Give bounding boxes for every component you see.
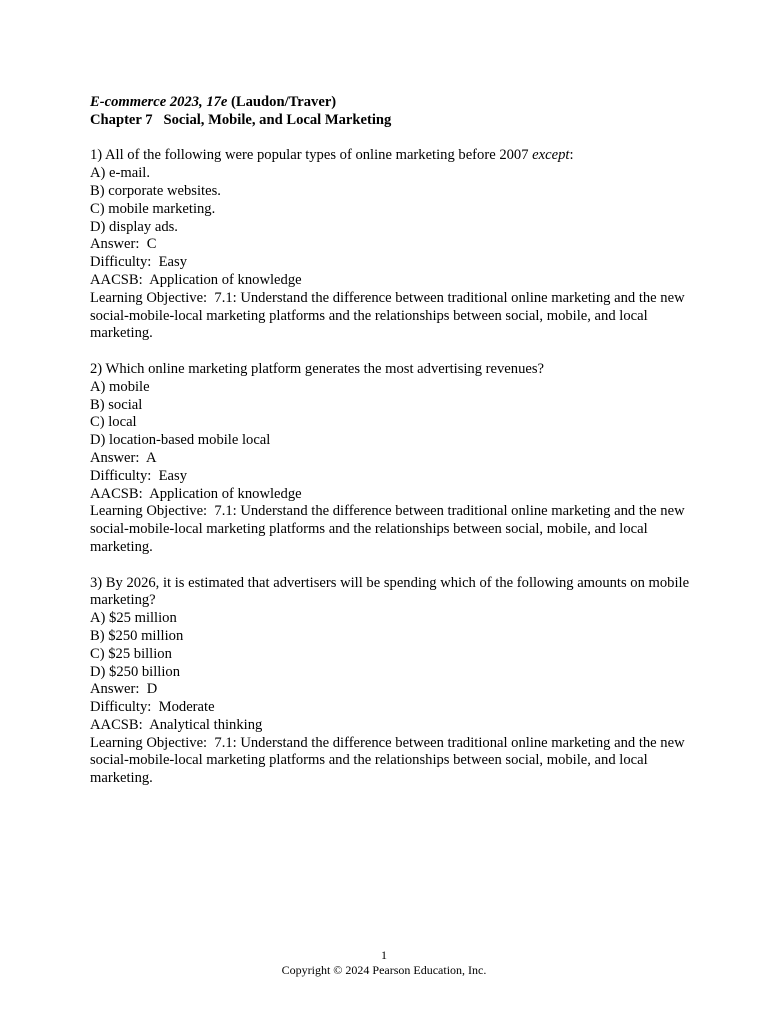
book-authors: (Laudon/Traver)	[227, 94, 337, 110]
answer-option: B) corporate websites.	[90, 182, 221, 199]
page-number: 1	[381, 948, 387, 962]
question-1	[90, 147, 690, 343]
copyright-notice: Copyright © 2024 Pearson Education, Inc.	[281, 963, 487, 977]
answer-option: B) $250 million	[90, 627, 184, 644]
question-stem: 2) Which online marketing platform generates the most advertising revenues?	[90, 360, 545, 377]
question-2	[90, 361, 690, 557]
book-header	[90, 94, 690, 112]
difficulty-label: Difficulty: Easy	[90, 467, 188, 484]
answer-option: D) $250 billion	[90, 663, 180, 680]
answer-option: C) mobile marketing.	[90, 200, 216, 217]
learning-objective: Learning Objective: 7.1: Understand the difference between traditional online marketing and the new social-mobile-local marketing platforms and the relationships between social, mobile, and local marketing.	[90, 289, 689, 342]
aacsb-label: AACSB: Application of knowledge	[90, 271, 302, 288]
chapter-title: Chapter 7 Social, Mobile, and Local Marketing	[90, 111, 392, 128]
document-body	[90, 94, 690, 788]
difficulty-label: Difficulty: Easy	[90, 254, 188, 271]
answer-option: A) mobile	[90, 378, 150, 395]
answer-option: B) social	[90, 396, 143, 413]
learning-objective: Learning Objective: 7.1: Understand the difference between traditional online marketing and the new social-mobile-local marketing platforms and the relationships between social, mobile, and local marketing.	[90, 734, 689, 787]
difficulty-label: Difficulty: Moderate	[90, 699, 215, 716]
answer-option: C) local	[90, 414, 137, 431]
aacsb-label: AACSB: Application of knowledge	[90, 485, 302, 502]
answer-option: A) $25 million	[90, 610, 177, 627]
question-stem: 1) All of the following were popular types of online marketing before 2007 except:	[90, 147, 574, 164]
aacsb-label: AACSB: Analytical thinking	[90, 716, 263, 733]
question-stem-emphasis: except	[532, 147, 570, 164]
question-3	[90, 575, 690, 789]
answer-key: Answer: D	[90, 681, 158, 698]
answer-key: Answer: C	[90, 236, 157, 253]
answer-option: D) location-based mobile local	[90, 432, 271, 449]
answer-key: Answer: A	[90, 449, 157, 466]
answer-option: C) $25 billion	[90, 645, 172, 662]
book-title: E-commerce 2023, 17e	[90, 94, 228, 110]
question-stem: 3) By 2026, it is estimated that advertisers will be spending which of the following amounts on mobile marketing?	[90, 574, 690, 609]
answer-option: D) display ads.	[90, 218, 178, 235]
answer-option: A) e-mail.	[90, 165, 150, 182]
learning-objective: Learning Objective: 7.1: Understand the difference between traditional online marketing and the new social-mobile-local marketing platforms and the relationships between social, mobile, and local marketing.	[90, 503, 689, 555]
